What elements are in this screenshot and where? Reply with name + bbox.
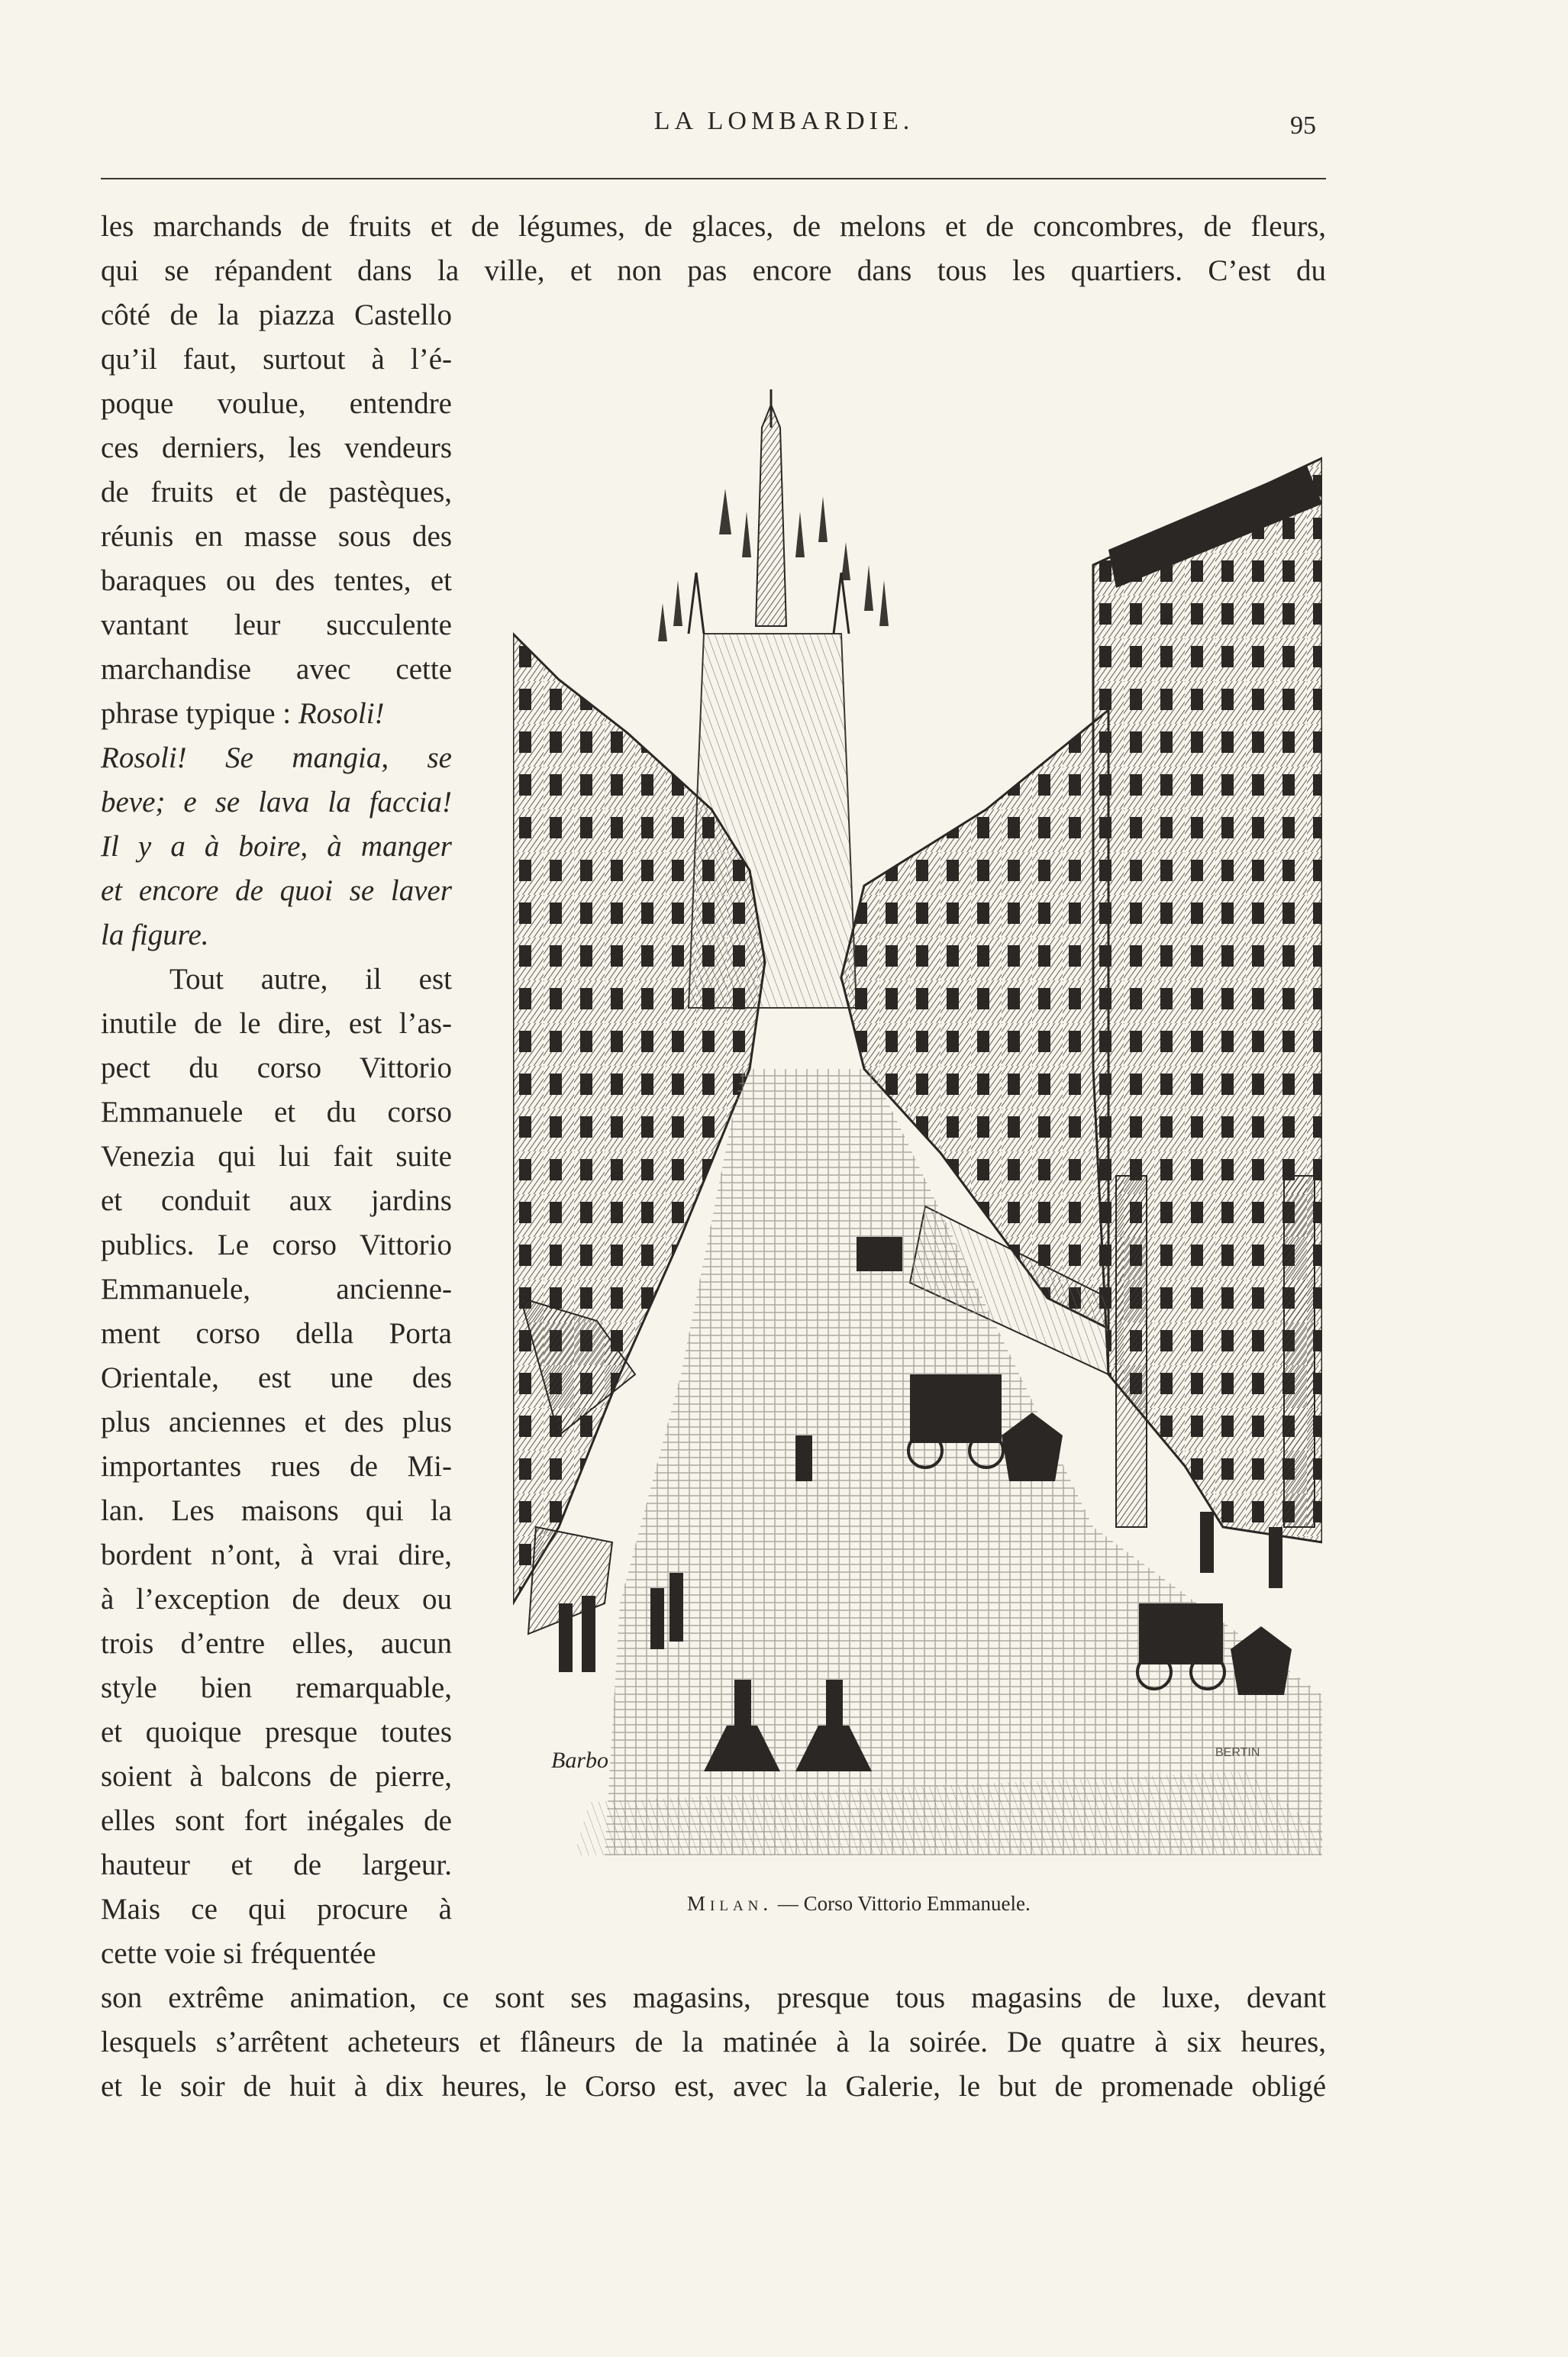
text-line: réunis en masse sous des [101, 520, 452, 553]
header-rule [101, 178, 1326, 179]
caption-title: — Corso Vittorio Emmanuele. [773, 1892, 1031, 1915]
text-segment: phrase typique : [101, 697, 292, 730]
street-engraving-illustration [513, 382, 1322, 1855]
caption-place: Milan. [687, 1892, 773, 1915]
paragraph-start: Tout autre, il est [169, 963, 452, 996]
engraver-mark: BERTIN [1215, 1746, 1260, 1759]
text-line: publics. Le corso Vittorio [101, 1229, 452, 1261]
italic-line: beve; e se lava la faccia! [101, 786, 452, 818]
text-line: pect du corso Vittorio [101, 1051, 452, 1084]
text-line: vantant leur succulente [101, 609, 452, 641]
text-line [101, 692, 452, 736]
text-line: Emmanuele et du corso [101, 1096, 452, 1128]
text-line: qui se répandent dans la ville, et non pas encore dans tous les quartiers. C’est du [101, 254, 1326, 287]
italic-line: Il y a à boire, à manger [101, 830, 452, 863]
text-line: hauteur et de largeur. [101, 1848, 452, 1881]
page-number: 95 [1290, 111, 1316, 140]
text-line: cette voie si fréquentée [101, 1937, 376, 1970]
text-line: les marchands de fruits et de légumes, de glaces, de melons et de concombres, de fleurs, [101, 210, 1326, 243]
text-line: à l’exception de deux ou [101, 1583, 452, 1616]
text-line: trois d’entre elles, aucun [101, 1627, 452, 1660]
italic-phrase: Rosoli! [298, 697, 385, 730]
text-line: baraques ou des tentes, et [101, 564, 452, 597]
text-line: lan. Les maisons qui la [101, 1494, 452, 1527]
text-line: ment corso della Porta [101, 1317, 452, 1350]
text-line: style bien remarquable, [101, 1671, 452, 1704]
text-line: bordent n’ont, à vrai dire, [101, 1539, 452, 1571]
text-line: Emmanuele, ancienne- [101, 1273, 452, 1306]
text-line: elles sont fort inégales de [101, 1804, 452, 1837]
italic-line: et encore de quoi se laver [101, 874, 452, 907]
text-line: importantes rues de Mi- [101, 1450, 452, 1483]
text-line: son extrême animation, ce sont ses magasins, presque tous magasins de luxe, devant [101, 1981, 1326, 2014]
italic-line: la figure. [101, 919, 209, 951]
text-line: marchandise avec cette [101, 653, 452, 686]
text-line: Orientale, est une des [101, 1361, 452, 1394]
artist-signature: Barbo [551, 1748, 608, 1773]
text-line: soient à balcons de pierre, [101, 1760, 452, 1793]
text-line: côté de la piazza Castello [101, 299, 452, 331]
text-line: qu’il faut, surtout à l’é- [101, 343, 452, 376]
text-line: plus anciennes et des plus [101, 1406, 452, 1438]
text-line: de fruits et de pastèques, [101, 476, 452, 509]
text-line: et le soir de huit à dix heures, le Corso est, avec la Galerie, le but de promenade obligé [101, 2070, 1326, 2103]
text-line: lesquels s’arrêtent acheteurs et flâneurs de la matinée à la soirée. De quatre à six heures, [101, 2026, 1326, 2058]
text-line: poque voulue, entendre [101, 387, 452, 420]
illustration-caption [687, 1892, 1145, 1916]
text-line: ces derniers, les vendeurs [101, 431, 452, 464]
text-line: et conduit aux jardins [101, 1184, 452, 1217]
italic-line: Rosoli! Se mangia, se [101, 741, 452, 774]
text-line: inutile de le dire, est l’as- [101, 1007, 452, 1040]
text-line: Venezia qui lui fait suite [101, 1140, 452, 1173]
running-title: LA LOMBARDIE. [653, 107, 915, 135]
text-line: et quoique presque toutes [101, 1716, 452, 1748]
text-line: Mais ce qui procure à [101, 1893, 452, 1926]
